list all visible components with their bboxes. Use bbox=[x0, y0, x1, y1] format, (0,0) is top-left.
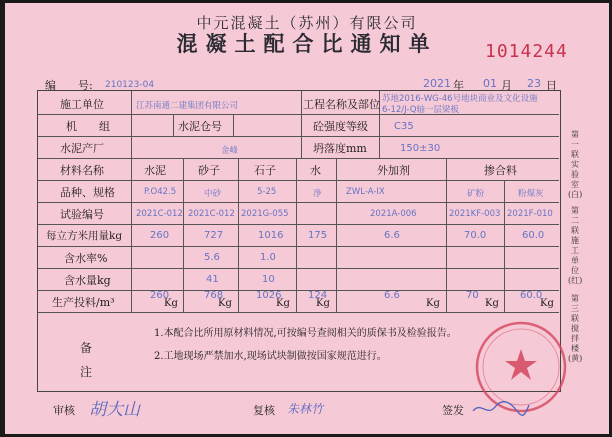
construction-unit-value: 江苏南通二建集团有限公司 bbox=[136, 101, 239, 111]
material-header-label: 材料名称 bbox=[60, 164, 104, 177]
kg-unit: Kg bbox=[426, 298, 440, 309]
remark-line-2: 2.工地现场严禁加水,现场试块制做按国家规范进行。 bbox=[154, 351, 387, 362]
date-year: 2021 bbox=[423, 77, 451, 90]
month-unit: 月 bbox=[501, 79, 512, 92]
sand-header: 砂子 bbox=[198, 164, 220, 177]
date-month: 01 bbox=[483, 77, 497, 90]
construction-unit-label: 施工单位 bbox=[60, 98, 104, 111]
test-cement: 2021C-012 bbox=[136, 209, 183, 219]
per-m3-label: 每立方米用量kg bbox=[46, 230, 123, 242]
row-rule bbox=[38, 114, 559, 115]
col-rule bbox=[504, 180, 505, 312]
cement-factory-value: 金峰 bbox=[221, 146, 239, 156]
row-rule bbox=[38, 136, 559, 137]
spec-sand: 中砂 bbox=[204, 189, 222, 199]
prod-stone: 1026 bbox=[256, 290, 282, 301]
unit-label: 机 组 bbox=[66, 120, 110, 133]
company-name: 中元混凝土（苏州）有限公司 bbox=[196, 14, 418, 32]
col-rule bbox=[301, 91, 302, 158]
slump-label: 坍落度mm bbox=[313, 142, 367, 155]
row-rule bbox=[38, 158, 559, 159]
year-unit: 年 bbox=[453, 79, 464, 92]
water-content-sand: 41 bbox=[206, 274, 219, 285]
kg-unit: Kg bbox=[164, 298, 178, 309]
recheck-signature: 朱林竹 bbox=[287, 402, 324, 416]
row-rule bbox=[38, 224, 559, 225]
project-value-line1: 苏地2016-WG-46号地块商业及文化设施 bbox=[382, 94, 538, 104]
row-rule bbox=[38, 246, 559, 247]
test-number-label: 试验编号 bbox=[60, 208, 104, 221]
copy-2-label: 第二联 施工单位 (红) bbox=[568, 206, 583, 285]
prod-sand: 768 bbox=[204, 290, 224, 301]
spec-label: 品种、规格 bbox=[60, 186, 115, 199]
document-title: 混凝土配合比通知单 bbox=[176, 31, 438, 56]
per-m3-cement: 260 bbox=[150, 230, 170, 241]
per-m3-admixture-2: 60.0 bbox=[522, 230, 545, 241]
number-label: 编 号: bbox=[45, 79, 93, 92]
issue-label: 签发 bbox=[442, 404, 464, 417]
water-header: 水 bbox=[310, 164, 321, 177]
prod-admixture-2: 60.0 bbox=[520, 290, 543, 301]
date-day: 23 bbox=[527, 77, 541, 90]
stone-header: 石子 bbox=[254, 164, 276, 177]
row-rule bbox=[38, 180, 559, 181]
cement-factory-label: 水泥产厂 bbox=[60, 142, 104, 155]
moisture-label: 含水率% bbox=[64, 252, 108, 265]
copy-3-label: 第三联 搅拌楼 (黄) bbox=[568, 294, 583, 363]
kg-unit: Kg bbox=[485, 298, 499, 309]
prod-cement: 260 bbox=[150, 290, 170, 301]
col-rule bbox=[238, 158, 239, 312]
moisture-sand: 5.6 bbox=[204, 252, 220, 263]
spec-additive: ZWL-A-IX bbox=[346, 187, 385, 197]
per-m3-stone: 1016 bbox=[258, 230, 284, 241]
row-rule bbox=[38, 202, 559, 203]
strength-value: C35 bbox=[394, 121, 414, 132]
serial-number: 1014244 bbox=[485, 41, 568, 62]
moisture-stone: 1.0 bbox=[260, 252, 276, 263]
remarks-label-1: 备 bbox=[80, 341, 93, 355]
per-m3-water: 175 bbox=[308, 230, 328, 241]
per-m3-sand: 727 bbox=[204, 230, 224, 241]
copy-1-label: 第一联 实验室 (白) bbox=[568, 130, 583, 199]
per-m3-admixture-1: 70.0 bbox=[464, 230, 487, 241]
recheck-label: 复核 bbox=[253, 404, 275, 417]
prod-admixture-1: 70 bbox=[466, 290, 479, 301]
per-m3-additive: 6.6 bbox=[384, 230, 400, 241]
additive-header: 外加剂 bbox=[377, 164, 410, 177]
production-label: 生产投料/m³ bbox=[52, 296, 115, 309]
number-value: 210123-04 bbox=[105, 80, 155, 90]
col-rule bbox=[173, 114, 174, 136]
water-content-stone: 10 bbox=[262, 274, 275, 285]
col-rule bbox=[233, 114, 234, 136]
review-signature: 胡大山 bbox=[89, 400, 140, 420]
col-rule bbox=[336, 158, 337, 312]
row-rule bbox=[38, 290, 559, 291]
col-rule bbox=[183, 158, 184, 312]
spec-admixture-2: 粉煤灰 bbox=[518, 189, 544, 199]
prod-water: 124 bbox=[308, 290, 328, 301]
slump-value: 150±30 bbox=[400, 143, 441, 154]
col-rule bbox=[131, 91, 132, 312]
kg-unit: Kg bbox=[218, 298, 232, 309]
test-admixture-1: 2021KF-003 bbox=[449, 209, 501, 219]
test-stone: 2021G-055 bbox=[241, 209, 289, 219]
test-admixture-2: 2021F-010 bbox=[507, 209, 553, 219]
mix-proportion-notice bbox=[5, 3, 609, 434]
spec-stone: 5-25 bbox=[257, 187, 277, 197]
admixture-header: 掺合料 bbox=[484, 164, 517, 177]
remarks-label-2: 注 bbox=[80, 365, 93, 379]
col-rule bbox=[446, 158, 447, 312]
spec-water: 净 bbox=[313, 189, 322, 199]
remark-line-1: 1.本配合比所用原材料情况,可按编号查阅相关的质保书及检验报告。 bbox=[154, 328, 457, 339]
col-rule bbox=[296, 158, 297, 312]
kg-unit: Kg bbox=[276, 298, 290, 309]
spec-admixture-1: 矿粉 bbox=[467, 189, 485, 199]
kg-unit: Kg bbox=[540, 298, 554, 309]
row-rule bbox=[38, 312, 559, 313]
issue-signature bbox=[471, 397, 531, 419]
row-rule bbox=[38, 268, 559, 269]
silo-label: 水泥仓号 bbox=[178, 120, 222, 133]
test-sand: 2021C-012 bbox=[188, 209, 235, 219]
project-label: 工程名称及部位 bbox=[303, 98, 380, 111]
project-value-line2: 6-12/J-Q轴一层梁板 bbox=[382, 105, 459, 115]
day-unit: 日 bbox=[546, 79, 557, 92]
test-additive: 2021A-006 bbox=[370, 209, 417, 219]
spec-cement: P.O42.5 bbox=[144, 187, 177, 197]
water-content-label: 含水量kg bbox=[64, 274, 111, 287]
strength-label: 砼强度等级 bbox=[313, 120, 368, 133]
kg-unit: Kg bbox=[316, 298, 330, 309]
review-label: 审核 bbox=[53, 404, 75, 417]
cement-header: 水泥 bbox=[144, 164, 166, 177]
prod-additive: 6.6 bbox=[384, 290, 400, 301]
